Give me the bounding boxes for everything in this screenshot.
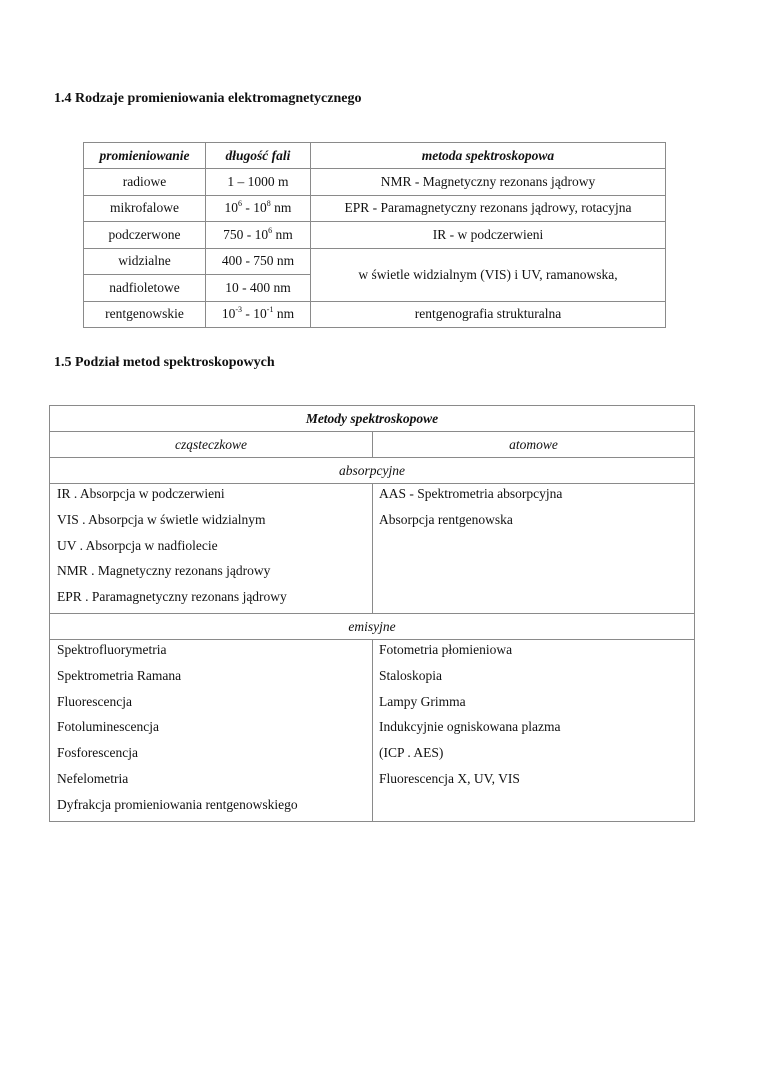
wavelength: $10^{-3} - 10^{-1}$ nm: [206, 301, 311, 328]
radiation-type: radiowe: [84, 169, 206, 196]
list-item: Indukcyjnie ogniskowana plazma: [379, 719, 561, 735]
list-item: Lampy Grimma: [379, 693, 466, 709]
header-method: metoda spektroskopowa: [311, 143, 666, 169]
list-item: Dyfrakcja promieniowania rentgenowskiego: [57, 796, 298, 812]
list-item: Nefelometria: [57, 770, 129, 786]
method: w świetle widzialnym (VIS) i UV, ramanowska,: [311, 248, 666, 301]
emission-atomic-list: [373, 640, 695, 822]
radiation-types-table: [83, 142, 666, 328]
table-title: Metody spektroskopowe: [50, 406, 695, 432]
method: rentgenografia strukturalna: [311, 301, 666, 328]
list-item: AAS - Spektrometria absorpcyjna: [379, 486, 563, 501]
list-item: EPR . Paramagnetyczny rezonans jądrowy: [57, 589, 287, 605]
table-row: [84, 195, 666, 222]
wavelength: $10^6 - 10^8$ nm: [206, 195, 311, 222]
section-heading-1-5: 1.5 Podział metod spektroskopowych: [54, 355, 275, 370]
table-row: [84, 169, 666, 196]
list-item: Fotometria płomieniowa: [379, 642, 513, 657]
section-heading-1-4: 1.4 Rodzaje promieniowania elektromagnetycznego: [54, 91, 362, 106]
header-radiation: promieniowanie: [84, 143, 206, 169]
method: EPR - Paramagnetyczny rezonans jądrowy, rotacyjna: [311, 195, 666, 222]
emission-row: [50, 640, 695, 822]
column-header-molecular: cząsteczkowe: [50, 432, 373, 458]
emission-label: emisyjne: [50, 614, 695, 640]
list-item: Spektrometria Ramana: [57, 667, 182, 683]
table-title-row: [50, 406, 695, 432]
table-header-row: [84, 143, 666, 169]
absorption-row: [50, 484, 695, 614]
spectroscopy-methods-table: [49, 405, 695, 822]
list-item: Spektrofluorymetria: [57, 642, 167, 657]
table-row: [84, 248, 666, 275]
list-item: Staloskopia: [379, 667, 442, 683]
wavelength: 10 - 400 nm: [206, 275, 311, 302]
table-row: [84, 222, 666, 249]
absorption-atomic-list: [373, 484, 695, 614]
list-item: Fluorescencja: [57, 693, 132, 709]
header-wavelength: długość fali: [206, 143, 311, 169]
wavelength: $750 - 10^6$ nm: [206, 222, 311, 249]
list-item: NMR . Magnetyczny rezonans jądrowy: [57, 563, 271, 579]
list-item: Fosforescencja: [57, 745, 138, 761]
radiation-type: rentgenowskie: [84, 301, 206, 328]
absorption-label-row: [50, 458, 695, 484]
column-header-row: [50, 432, 695, 458]
method: IR - w podczerwieni: [311, 222, 666, 249]
radiation-type: widzialne: [84, 248, 206, 275]
emission-molecular-list: [50, 640, 373, 822]
radiation-type: mikrofalowe: [84, 195, 206, 222]
table-row: [84, 301, 666, 328]
list-item: Absorpcja rentgenowska: [379, 511, 513, 527]
list-item: (ICP . AES): [379, 745, 444, 761]
wavelength: 1 – 1000 m: [206, 169, 311, 196]
radiation-type: nadfioletowe: [84, 275, 206, 302]
column-header-atomic: atomowe: [373, 432, 695, 458]
list-item: Fotoluminescencja: [57, 719, 159, 735]
method: NMR - Magnetyczny rezonans jądrowy: [311, 169, 666, 196]
radiation-type: podczerwone: [84, 222, 206, 249]
absorption-molecular-list: [50, 484, 373, 614]
list-item: IR . Absorpcja w podczerwieni: [57, 486, 225, 501]
list-item: Fluorescencja X, UV, VIS: [379, 770, 520, 786]
list-item: UV . Absorpcja w nadfiolecie: [57, 537, 218, 553]
absorption-label: absorpcyjne: [50, 458, 695, 484]
wavelength: 400 - 750 nm: [206, 248, 311, 275]
list-item: VIS . Absorpcja w świetle widzialnym: [57, 511, 266, 527]
emission-label-row: [50, 614, 695, 640]
